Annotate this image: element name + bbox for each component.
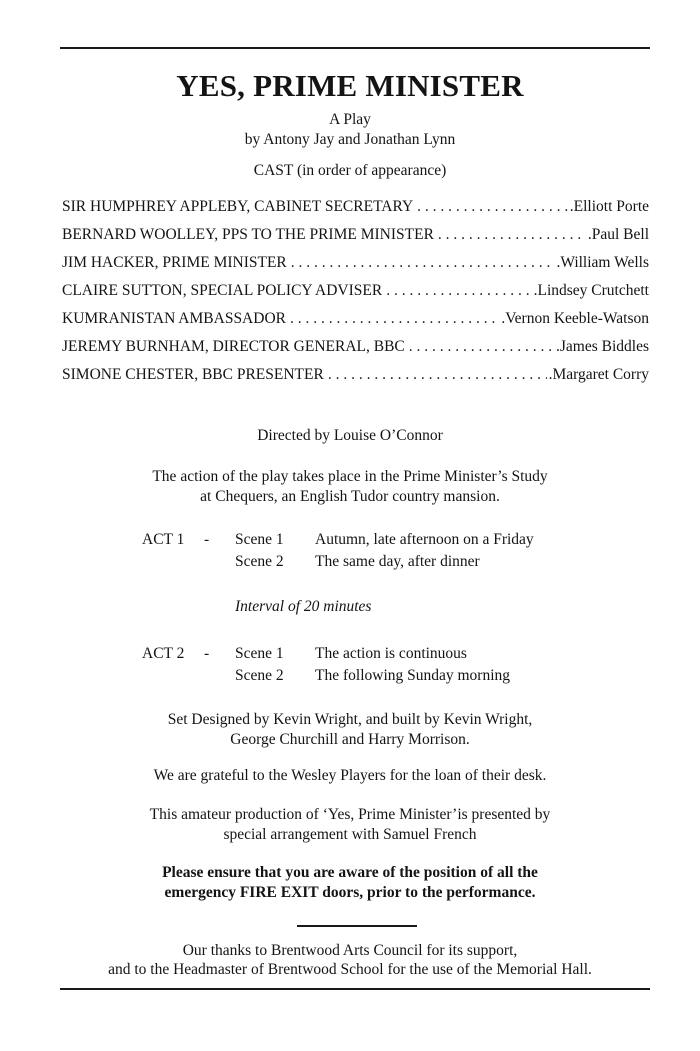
leader-dots	[328, 366, 547, 384]
act-label: ACT 1	[142, 531, 185, 548]
cast-row	[62, 282, 649, 310]
cast-row	[62, 366, 649, 394]
setting-line-2: at Chequers, an English Tudor country mansion.	[200, 488, 500, 505]
cast-row	[62, 198, 649, 226]
scene-label: Scene 2	[235, 667, 284, 684]
leader-dots	[290, 310, 499, 328]
leader-dots	[386, 282, 531, 300]
scene-description: The following Sunday morning	[315, 667, 511, 684]
cast-row	[62, 338, 649, 366]
act-row	[142, 531, 534, 553]
cast-role: JEREMY BURNHAM, DIRECTOR GENERAL, BBC	[62, 338, 405, 355]
cast-role: JIM HACKER, PRIME MINISTER	[62, 254, 287, 271]
cast-heading: CAST (in order of appearance)	[253, 162, 447, 179]
director-credit: Directed by Louise O’Connor	[257, 427, 443, 444]
play-authors: by Antony Jay and Jonathan Lynn	[244, 131, 456, 148]
cast-actor: .Vernon Keeble-Watson	[501, 310, 649, 327]
cast-actor: .Paul Bell	[587, 226, 649, 243]
fire-notice-line-2: emergency FIRE EXIT doors, prior to the performance.	[164, 884, 536, 901]
play-title: YES, PRIME MINISTER	[176, 68, 524, 103]
leader-dots	[409, 338, 554, 356]
rights-line-1: This amateur production of ‘Yes, Prime Minister’is presented by	[149, 806, 551, 823]
play-subtitle: A Play	[329, 111, 371, 128]
leader-dots	[417, 198, 568, 216]
cast-actor: .Lindsey Crutchett	[533, 282, 649, 299]
leader-dots	[291, 254, 555, 272]
cast-actor: .William Wells	[556, 254, 649, 271]
scene-label: Scene 2	[235, 553, 284, 570]
setting-line-1: The action of the play takes place in the Prime Minister’s Study	[152, 468, 548, 485]
act-label: ACT 2	[142, 645, 185, 662]
cast-row	[62, 254, 649, 282]
thanks-line-2: and to the Headmaster of Brentwood School for the use of the Memorial Hall.	[108, 961, 592, 978]
act-dash: -	[204, 531, 210, 548]
act-2	[142, 645, 510, 689]
scene-description: The same day, after dinner	[315, 553, 480, 570]
top-rule	[60, 47, 650, 49]
loan-thanks: We are grateful to the Wesley Players for the loan of their desk.	[153, 767, 547, 784]
bottom-rule	[60, 988, 650, 990]
scene-label: Scene 1	[235, 531, 284, 548]
cast-role: SIR HUMPHREY APPLEBY, CABINET SECRETARY	[62, 198, 414, 215]
act-row	[142, 645, 510, 667]
cast-actor: .James Biddles	[556, 338, 649, 355]
cast-row	[62, 226, 649, 254]
act-dash: -	[204, 645, 210, 662]
act-row	[142, 667, 510, 689]
interval-note: Interval of 20 minutes	[235, 598, 372, 615]
cast-role: KUMRANISTAN AMBASSADOR	[62, 310, 286, 327]
cast-role: BERNARD WOOLLEY, PPS TO THE PRIME MINISTER	[62, 226, 434, 243]
leader-dots	[438, 226, 586, 244]
scene-label: Scene 1	[235, 645, 284, 662]
cast-role: CLAIRE SUTTON, SPECIAL POLICY ADVISER	[62, 282, 383, 299]
act-row	[142, 553, 534, 575]
divider-rule	[297, 925, 417, 927]
cast-actor: .Margaret Corry	[548, 366, 649, 383]
scene-description: The action is continuous	[315, 645, 467, 662]
cast-role: SIMONE CHESTER, BBC PRESENTER	[62, 366, 324, 383]
cast-row	[62, 310, 649, 338]
rights-line-2: special arrangement with Samuel French	[223, 826, 477, 843]
thanks-line-1: Our thanks to Brentwood Arts Council for its support,	[182, 942, 518, 959]
act-1	[142, 531, 534, 575]
scene-description: Autumn, late afternoon on a Friday	[315, 531, 534, 548]
set-credit-line-1: Set Designed by Kevin Wright, and built by Kevin Wright,	[167, 711, 533, 728]
set-credit-line-2: George Churchill and Harry Morrison.	[230, 731, 470, 748]
fire-notice-line-1: Please ensure that you are aware of the position of all the	[162, 864, 538, 881]
cast-list	[62, 198, 649, 394]
cast-actor: .Elliott Porte	[569, 198, 649, 215]
